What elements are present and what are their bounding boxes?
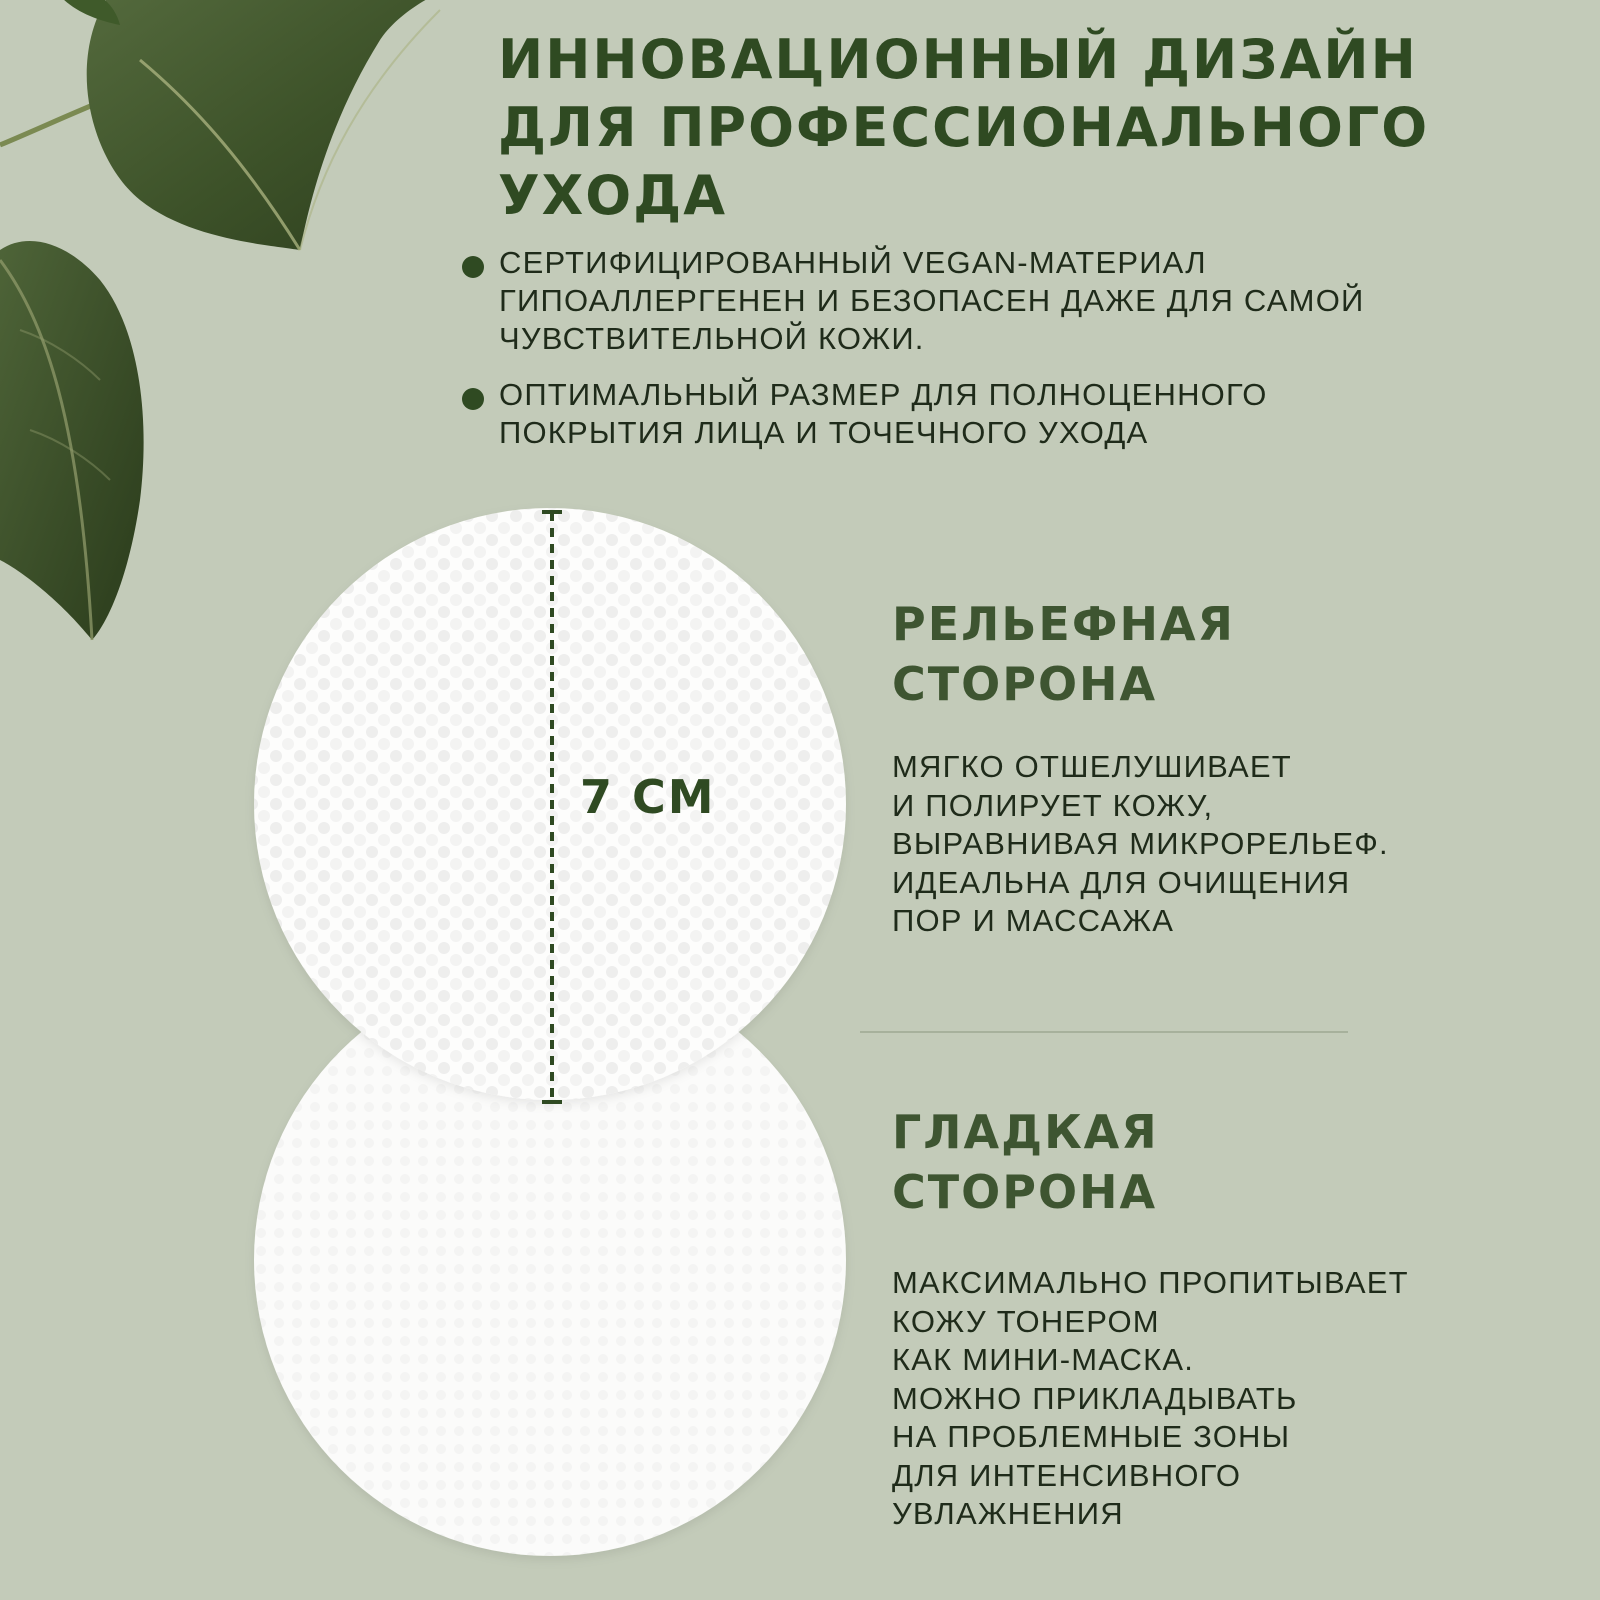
smooth-side-text: МАКСИМАЛЬНО ПРОПИТЫВАЕТ КОЖУ ТОНЕРОМ КАК МИНИ-МАСКА. МОЖНО ПРИКЛАДЫВАТЬ НА ПРОБЛЕМНЫЕ ЗОНЫ ДЛЯ ИНТЕНСИВНОГО УВЛАЖНЕНИЯ	[892, 1265, 1409, 1531]
feature-text: СЕРТИФИЦИРОВАННЫЙ VEGAN-МАТЕРИАЛ ГИПОАЛЛЕРГЕНЕН И БЕЗОПАСЕН ДАЖЕ ДЛЯ САМОЙ ЧУВСТВИТЕЛЬНОЙ КОЖИ.	[499, 245, 1365, 356]
page-title: ИННОВАЦИОННЫЙ ДИЗАЙН ДЛЯ ПРОФЕССИОНАЛЬНОГО УХОДА	[498, 28, 1430, 227]
feature-text: ОПТИМАЛЬНЫЙ РАЗМЕР ДЛЯ ПОЛНОЦЕННОГО ПОКРЫТИЯ ЛИЦА И ТОЧЕЧНОГО УХОДА	[499, 377, 1268, 450]
size-label: 7 СМ	[580, 770, 716, 824]
divider	[860, 1031, 1348, 1033]
relief-side-title: РЕЛЬЕФНАЯ СТОРОНА	[892, 597, 1235, 711]
smooth-side-title: ГЛАДКАЯ СТОРОНА	[892, 1105, 1159, 1219]
relief-side-text: МЯГКО ОТШЕЛУШИВАЕТ И ПОЛИРУЕТ КОЖУ, ВЫРАВНИВАЯ МИКРОРЕЛЬЕФ. ИДЕАЛЬНА ДЛЯ ОЧИЩЕНИЯ ПОР И МАССАЖА	[892, 749, 1389, 938]
